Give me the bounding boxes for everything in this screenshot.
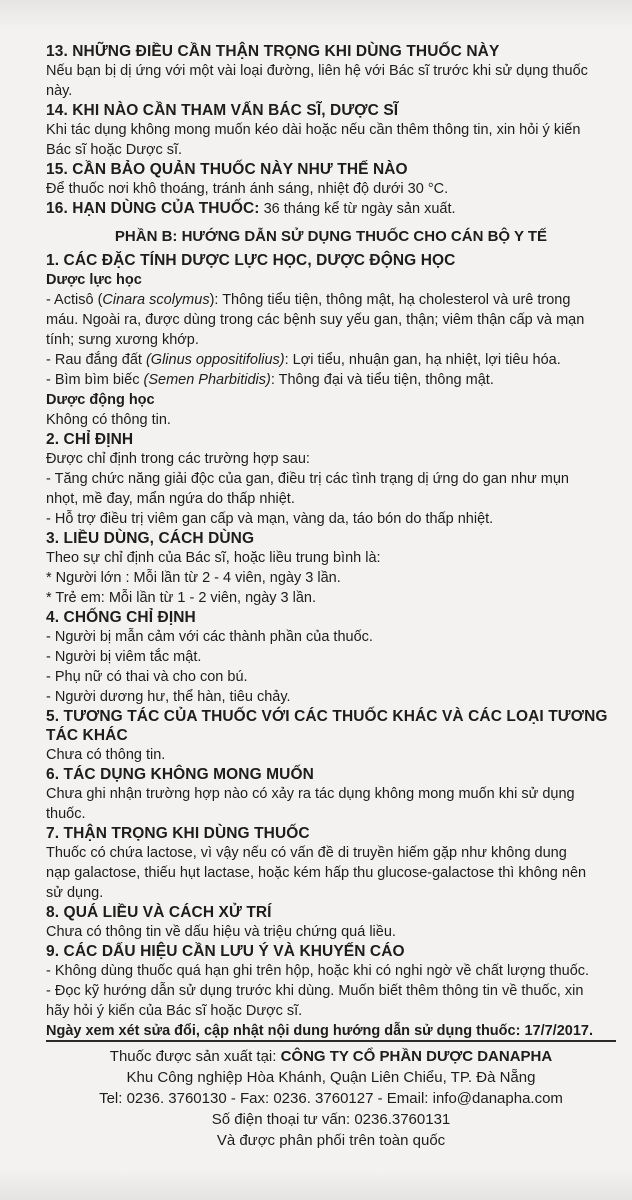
b7-title: 7. THẬN TRỌNG KHI DÙNG THUỐC: [46, 825, 310, 842]
b1-line-4: [46, 350, 616, 370]
b1-l5b: (Semen Pharbitidis): [143, 372, 271, 388]
b2-title: 2. CHỈ ĐỊNH: [46, 431, 134, 448]
b2-line-4: - Hỗ trợ điều trị viêm gan cấp và mạn, vàng da, táo bón do thấp nhiệt.: [46, 511, 494, 527]
review-date: Ngày xem xét sửa đổi, cập nhật nội dung hướng dẫn sử dụng thuốc: 17/7/2017.: [46, 1023, 593, 1039]
b8-text: Chưa có thông tin về dấu hiệu và triệu chứng quá liều.: [46, 924, 396, 940]
section-13-text: Nếu bạn bị dị ứng với một vài loại đường, liên hệ với Bác sĩ trước khi sử dụng thuốc này.: [46, 63, 588, 99]
b2-line-2: - Tăng chức năng giải độc của gan, điều trị các tình trạng dị ứng do gan như mụn: [46, 471, 569, 487]
b3-line-1: Theo sự chỉ định của Bác sĩ, hoặc liều trung bình là:: [46, 550, 381, 566]
contact-line: Tel: 0236. 3760130 - Fax: 0236. 3760127 - Email: info@danapha.com: [99, 1090, 563, 1107]
b1-line-5: [46, 370, 616, 390]
hotline-line: Số điện thoại tư vấn: 0236.3760131: [211, 1111, 451, 1128]
section-14-text-2: Bác sĩ hoặc Dược sĩ.: [46, 142, 183, 158]
b7-line-1: Thuốc có chứa lactose, vì vậy nếu có vấn đề di truyền hiếm gặp như không dung: [46, 845, 567, 861]
section-15-title: 15. CẦN BẢO QUẢN THUỐC NÀY NHƯ THẾ NÀO: [46, 161, 408, 178]
b1-line-3: tính; sưng xương khớp.: [46, 332, 199, 348]
company-name: CÔNG TY CỔ PHẦN DƯỢC DANAPHA: [280, 1048, 553, 1065]
b1-l1b: Cinara scolymus: [102, 292, 210, 308]
section-14-title: 14. KHI NÀO CẦN THAM VẤN BÁC SĨ, DƯỢC SĨ: [46, 102, 399, 119]
b7-line-2: nạp galactose, thiếu hụt lactase, hoặc kém hấp thu glucose-galactose thì không nên: [46, 865, 587, 881]
b5-title-2: TÁC KHÁC: [46, 727, 128, 744]
b1-title: 1. CÁC ĐẶC TÍNH DƯỢC LỰC HỌC, DƯỢC ĐỘNG HỌC: [46, 252, 456, 269]
manufacturer-footer: [46, 1040, 616, 1151]
b6-title: 6. TÁC DỤNG KHÔNG MONG MUỐN: [46, 766, 314, 783]
b4-line-2: - Người bị viêm tắc mật.: [46, 649, 202, 665]
b1-l4b: (Glinus oppositifolius): [145, 352, 285, 368]
b4-title: 4. CHỐNG CHỈ ĐỊNH: [46, 609, 196, 626]
b1-l4c: : Lợi tiểu, nhuận gan, hạ nhiệt, lợi tiêu hóa.: [284, 352, 561, 368]
b5-text: Chưa có thông tin.: [46, 747, 166, 763]
distribution-line: Và được phân phối trên toàn quốc: [216, 1132, 446, 1149]
section-16-text: 36 tháng kể từ ngày sản xuất.: [263, 201, 456, 217]
b4-line-4: - Người dương hư, thể hàn, tiêu chảy.: [46, 689, 291, 705]
b1-l5c: : Thông đại và tiểu tiện, thông mật.: [270, 372, 494, 388]
b1-line-1: [46, 290, 616, 310]
section-15-text: Để thuốc nơi khô thoáng, tránh ánh sáng, nhiệt độ dưới 30 °C.: [46, 181, 449, 197]
b1-l1a: - Actisô (: [46, 292, 103, 308]
b2-line-1: Được chỉ định trong các trường hợp sau:: [46, 451, 310, 467]
section-16: [46, 199, 616, 219]
section-13-title: 13. NHỮNG ĐIỀU CẦN THẬN TRỌNG KHI DÙNG THUỐC NÀY: [46, 43, 500, 60]
b9-line-3: hãy hỏi ý kiến của Bác sĩ hoặc Dược sĩ.: [46, 1003, 303, 1019]
pharmacokinetics-title: Dược động học: [46, 392, 155, 408]
part-b-heading: PHẦN B: HƯỚNG DẪN SỬ DỤNG THUỐC CHO CÁN BỘ Y TẾ: [114, 228, 548, 245]
b1-l4a: - Rau đắng đất: [46, 352, 146, 368]
b9-line-2: - Đọc kỹ hướng dẫn sử dụng trước khi dùng. Muốn biết thêm thông tin về thuốc, xin: [46, 983, 584, 999]
b2-line-3: nhọt, mề đay, mẩn ngứa do thấp nhiệt.: [46, 491, 295, 507]
b3-line-2: * Người lớn : Mỗi lần từ 2 - 4 viên, ngày 3 lần.: [46, 570, 341, 586]
address-line: Khu Công nghiệp Hòa Khánh, Quận Liên Chiểu, TP. Đà Nẵng: [126, 1069, 536, 1086]
section-16-title: 16. HẠN DÙNG CỦA THUỐC:: [46, 200, 260, 217]
b3-title: 3. LIỀU DÙNG, CÁCH DÙNG: [46, 530, 255, 547]
b7-line-3: sử dụng.: [46, 885, 104, 901]
b4-line-1: - Người bị mẫn cảm với các thành phần của thuốc.: [46, 629, 373, 645]
leaflet-content: [46, 42, 616, 1041]
made-at-line: [46, 1046, 616, 1067]
made-at-label: Thuốc được sản xuất tại:: [109, 1048, 281, 1065]
b8-title: 8. QUÁ LIỀU VÀ CÁCH XỬ TRÍ: [46, 904, 272, 921]
section-14-text-1: Khi tác dụng không mong muốn kéo dài hoặc nếu cần thêm thông tin, xin hỏi ý kiến: [46, 122, 581, 138]
b6-text: Chưa ghi nhận trường hợp nào có xảy ra tác dụng không mong muốn khi sử dụng thuốc.: [46, 786, 575, 822]
b1-l1c: ): Thông tiểu tiện, thông mật, hạ cholesterol và urê trong: [209, 292, 571, 308]
b1-l5a: - Bìm bìm biếc: [46, 372, 144, 388]
pharmacokinetics-text: Không có thông tin.: [46, 412, 171, 428]
b3-line-3: * Trẻ em: Mỗi lần từ 1 - 2 viên, ngày 3 lần.: [46, 590, 317, 606]
b9-title: 9. CÁC DẤU HIỆU CẦN LƯU Ý VÀ KHUYẾN CÁO: [46, 943, 405, 960]
b4-line-3: - Phụ nữ có thai và cho con bú.: [46, 669, 248, 685]
b9-line-1: - Không dùng thuốc quá hạn ghi trên hộp, hoặc khi có nghi ngờ về chất lượng thuốc.: [46, 963, 590, 979]
pharmacodynamics-title: Dược lực học: [46, 272, 142, 288]
b1-line-2: máu. Ngoài ra, được dùng trong các bệnh suy yếu gan, thận; viêm thận cấp và mạn: [46, 312, 585, 328]
b5-title-1: 5. TƯƠNG TÁC CỦA THUỐC VỚI CÁC THUỐC KHÁC VÀ CÁC LOẠI TƯƠNG: [46, 708, 608, 725]
